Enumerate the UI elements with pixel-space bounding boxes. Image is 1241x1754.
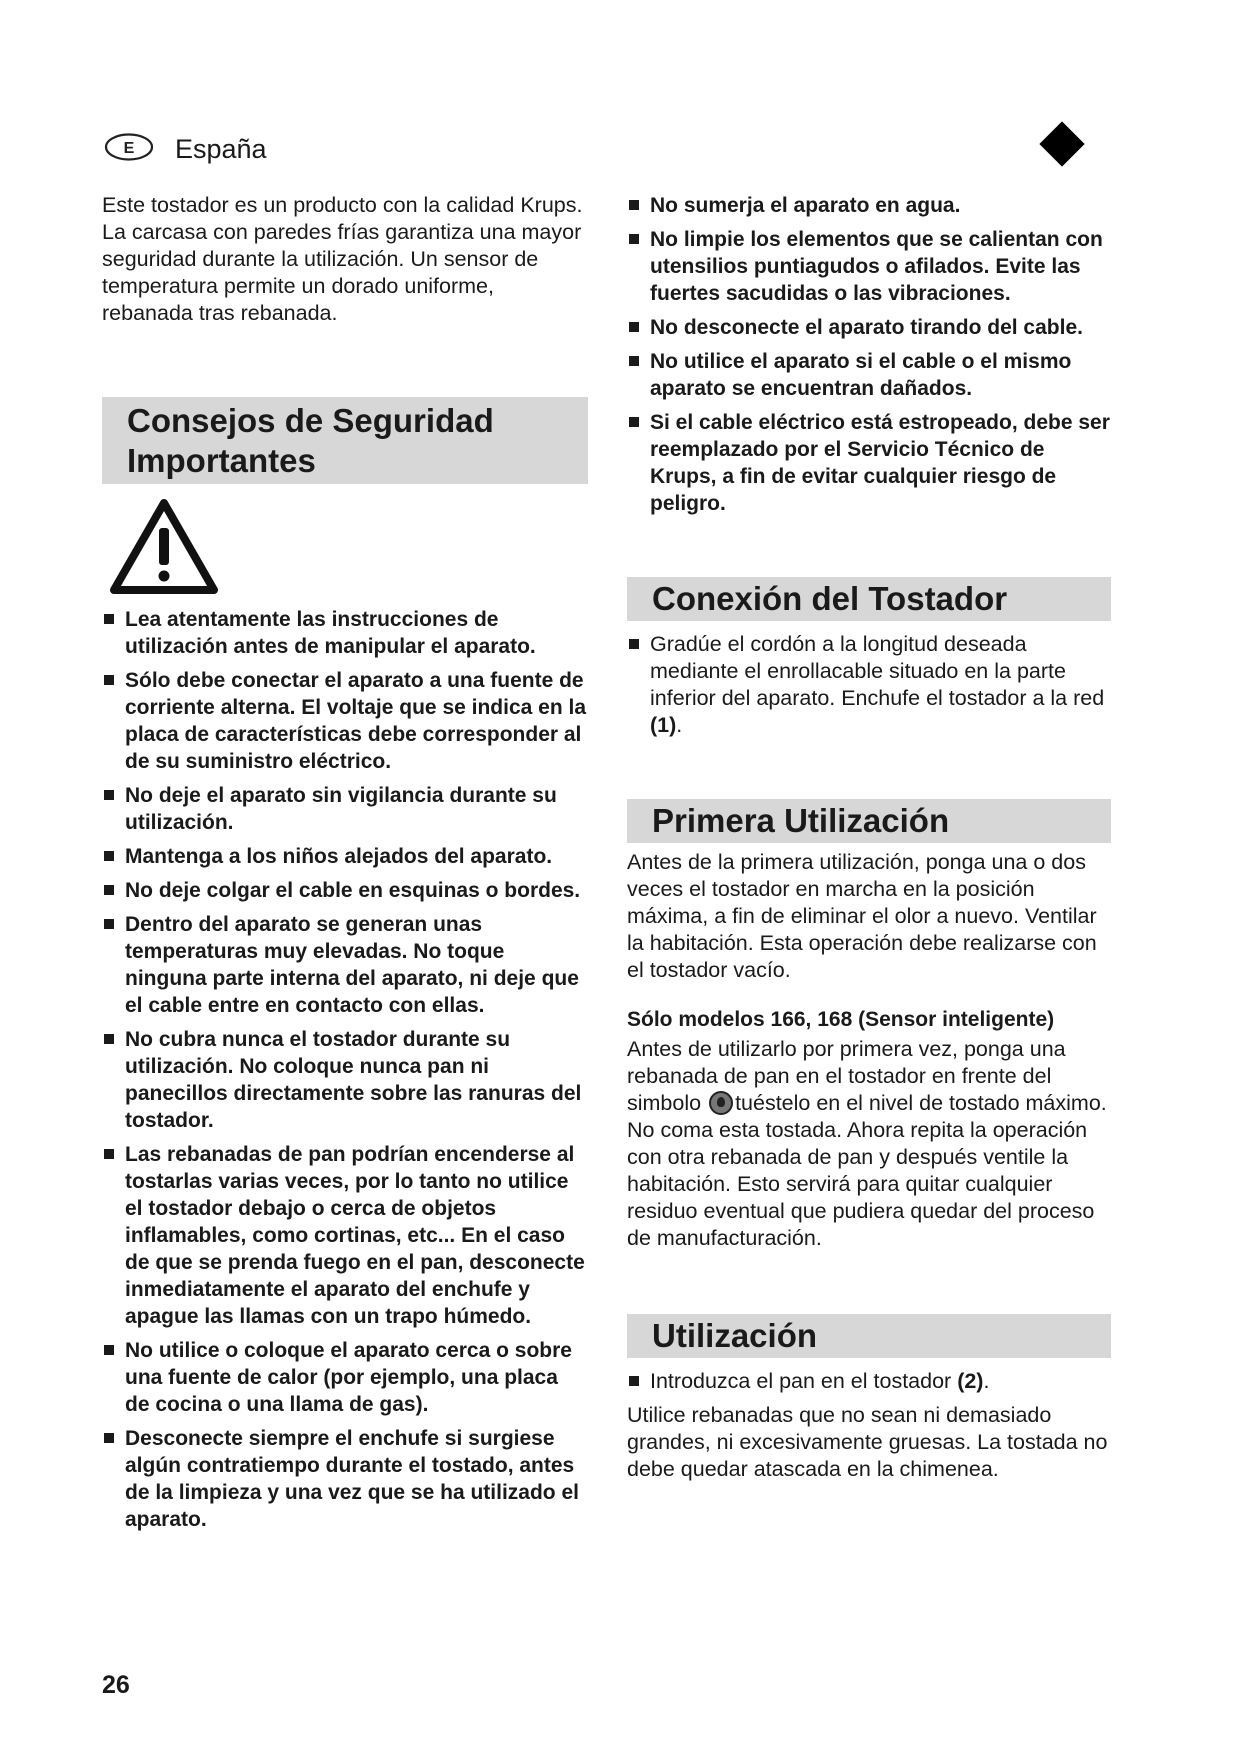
country-name: España (175, 134, 267, 164)
right-column (627, 192, 1111, 1483)
warning-triangle-icon (106, 494, 222, 598)
first-use-text: Antes de la primera utilización, ponga una o dos veces el tostador en marcha en la posición máxima, a fin de eliminar el olor a nuevo. Ventilar la habitación. Esta operación debe realizarse con el tostador vacío. (627, 850, 1097, 982)
bullet-square-icon (629, 234, 639, 244)
safety-item: Desconecte siempre el enchufe si surgiese algún contratiempo durante el tostado, antes de la limpieza y una vez que se ha utilizado el aparato. (102, 1425, 588, 1533)
sensor-symbol-icon (709, 1091, 733, 1115)
bullet-square-icon (104, 851, 114, 861)
diamond-icon (1039, 121, 1084, 166)
country-badge-icon (104, 132, 154, 162)
bullet-square-icon (104, 1149, 114, 1159)
bullet-square-icon (629, 200, 639, 210)
safety-heading-line1: Consejos de Seguridad (127, 402, 494, 439)
models-heading: Sólo modelos 166, 168 (Sensor inteligente) (627, 1008, 1055, 1031)
safety-item: Mantenga a los niños alejados del aparato. (102, 843, 588, 870)
usage-heading: Utilización (627, 1314, 1111, 1358)
models-text: Antes de utilizarlo por primera vez, ponga una rebanada de pan en el tostador en frente del simbolo tuéstelo en el nivel de tostado máximo. No coma esta tostada. Ahora repita la operación con otra rebanada de pan y después ventile la habitación. Esto servirá para quitar cualquier residuo eventual que pudiera quedar del proceso de manufacturación. (627, 1037, 1107, 1250)
bullet-square-icon (104, 675, 114, 685)
safety-item: Las rebanadas de pan podrían encenderse al tostarlas varias veces, por lo tanto no utilice el tostador debajo o cerca de objetos inflamables, como cortinas, etc... En el caso de que se prenda fuego en el pan, desconecte inmediatamente el aparato del enchufe y apague las llamas con un trapo húmedo. (102, 1141, 588, 1330)
safety-heading-line2: Importantes (127, 442, 316, 479)
safety-item: No desconecte el aparato tirando del cable. (627, 314, 1111, 341)
safety-item: No cubra nunca el tostador durante su utilización. No coloque nunca pan ni panecillos directamente sobre las ranuras del tostador. (102, 1026, 588, 1134)
first-use-heading: Primera Utilización (627, 799, 1111, 843)
connection-list (627, 631, 1111, 739)
bullet-square-icon (104, 1034, 114, 1044)
bullet-square-icon (104, 885, 114, 895)
page-number: 26 (102, 1671, 130, 1699)
bullet-square-icon (104, 919, 114, 929)
safety-item: Dentro del aparato se generan unas temperaturas muy elevadas. No toque ninguna parte interna del aparato, ni deje que el cable entre en contacto con ellas. (102, 911, 588, 1019)
safety-item: No limpie los elementos que se calientan con utensilios puntiagudos o afilados. Evite las fuertes sacudidas o las vibraciones. (627, 226, 1111, 307)
connection-heading: Conexión del Tostador (627, 577, 1111, 621)
safety-list (102, 606, 588, 1533)
usage-text: Utilice rebanadas que no sean ni demasiado grandes, ni excesivamente gruesas. La tostada no debe quedar atascada en la chimenea. (627, 1403, 1108, 1481)
safety-item: No utilice o coloque el aparato cerca o sobre una fuente de calor (por ejemplo, una placa de cocina o una llama de gas). (102, 1337, 588, 1418)
safety-item: No deje el aparato sin vigilancia durante su utilización. (102, 782, 588, 836)
country-code: E (123, 140, 135, 157)
intro-text: Este tostador es un producto con la calidad Krups. La carcasa con paredes frías garantiza una mayor seguridad durante la utilización. Un sensor de temperatura permite un dorado uniforme, rebanada tras rebanada. (102, 193, 583, 325)
safety-item: No utilice el aparato si el cable o el mismo aparato se encuentran dañados. (627, 348, 1111, 402)
safety-item: No sumerja el aparato en agua. (627, 192, 1111, 219)
usage-item: Introduzca el pan en el tostador (2). (627, 1368, 1111, 1395)
safety-list-continued (627, 192, 1111, 517)
usage-list (627, 1368, 1111, 1395)
bullet-square-icon (629, 356, 639, 366)
bullet-square-icon (104, 790, 114, 800)
left-column (102, 192, 588, 1540)
bullet-square-icon (104, 614, 114, 624)
bullet-square-icon (629, 322, 639, 332)
safety-heading (102, 397, 588, 484)
bullet-square-icon (104, 1345, 114, 1355)
bullet-square-icon (629, 1376, 639, 1386)
bullet-square-icon (104, 1433, 114, 1443)
safety-item: Sólo debe conectar el aparato a una fuente de corriente alterna. El voltaje que se indica en la placa de características debe corresponder al de su suministro eléctrico. (102, 667, 588, 775)
connection-item: Gradúe el cordón a la longitud deseada mediante el enrollacable situado en la parte inferior del aparato. Enchufe el tostador a la red (1). (627, 631, 1111, 739)
bullet-square-icon (629, 417, 639, 427)
safety-item: No deje colgar el cable en esquinas o bordes. (102, 877, 588, 904)
safety-item: Lea atentamente las instrucciones de utilización antes de manipular el aparato. (102, 606, 588, 660)
safety-item: Si el cable eléctrico está estropeado, debe ser reemplazado por el Servicio Técnico de Krups, a fin de evitar cualquier riesgo de peligro. (627, 409, 1111, 517)
bullet-square-icon (629, 639, 639, 649)
